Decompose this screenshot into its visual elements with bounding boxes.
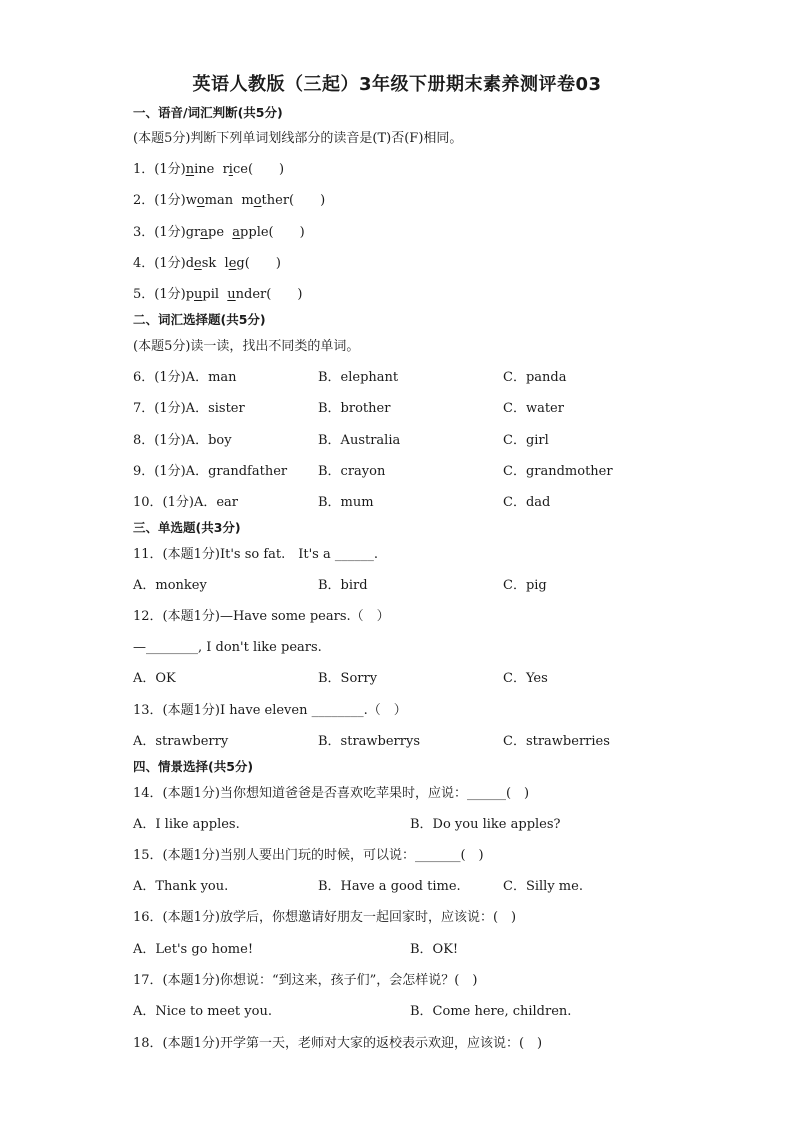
question-13-option-c: C．strawberries: [503, 734, 610, 749]
exam-title: 英语人教版（三起）3年级下册期末素养测评卷03: [192, 74, 602, 95]
underlined-letter: i: [228, 162, 233, 177]
word-part: nder: [235, 287, 267, 302]
underlined-letter: e: [194, 256, 202, 271]
question-17: 17．(本题1分)你想说：“到这来，孩子们”，会怎样说？( ): [133, 973, 478, 988]
question-9-option-c: C．grandmother: [503, 464, 613, 479]
question-17-option-a: A．Nice to meet you.: [133, 1004, 272, 1019]
word-part: m: [241, 193, 254, 208]
question-17-option-b: B．Come here, children.: [410, 1004, 572, 1019]
question-11-option-a: A．monkey: [133, 578, 207, 593]
question-number: 2．(1分): [133, 193, 186, 208]
word-part: pe: [208, 225, 225, 240]
question-number: 1．(1分): [133, 162, 186, 177]
word-part: gr: [185, 225, 201, 240]
option-a: 8．(1分)A．boy: [133, 433, 232, 448]
word-part: ce: [232, 162, 248, 177]
question-13: 13．(本题1分)I have eleven ________.（ ）: [133, 703, 407, 718]
word-part: r: [222, 162, 229, 177]
question-number: 4．(1分): [133, 256, 186, 271]
question-5: [133, 285, 302, 305]
underlined-letter: a: [232, 225, 241, 240]
question-11-option-c: C．pig: [503, 578, 547, 593]
question-8-option-c: C．girl: [503, 433, 549, 448]
question-14-option-b: B．Do you like apples?: [410, 817, 561, 832]
question-1: [133, 160, 284, 180]
question-number: 3．(1分): [133, 225, 186, 240]
word-part: man: [204, 193, 234, 208]
answer-blank: ( ): [247, 162, 285, 177]
underlined-letter: a: [200, 225, 208, 240]
question-2: [133, 191, 325, 211]
option-a: 6．(1分)A．man: [133, 370, 237, 385]
question-7-option-b: B．brother: [318, 401, 391, 416]
option-a: 10．(1分)A．ear: [133, 495, 239, 510]
section-2-instruction: (本题5分)读一读，找出不同类的单词。: [133, 339, 360, 354]
underlined-letter: e: [228, 256, 237, 271]
underlined-letter: n: [185, 162, 195, 177]
question-15: 15．(本题1分)当别人要出门玩的时候，可以说：_______( ): [133, 848, 484, 863]
section-4-heading: 四、情景选择(共5分): [133, 759, 254, 774]
question-15-option-c: C．Silly me.: [503, 879, 583, 894]
question-18: 18．(本题1分)开学第一天，老师对大家的返校表示欢迎，应该说：( ): [133, 1036, 543, 1051]
underlined-letter: u: [194, 287, 203, 302]
answer-blank: ( ): [289, 193, 326, 208]
word-part: w: [185, 193, 197, 208]
word-part: g: [236, 256, 245, 271]
question-12-dialogue: —________, I don't like pears.: [133, 640, 322, 655]
question-16: 16．(本题1分)放学后，你想邀请好朋友一起回家时，应该说：( ): [133, 910, 517, 925]
question-8: [133, 431, 232, 451]
question-6-option-b: B．elephant: [318, 370, 399, 385]
question-7: [133, 399, 245, 419]
question-15-option-a: A．Thank you.: [133, 879, 229, 894]
option-a: 9．(1分)A．grandfather: [133, 464, 288, 479]
question-6: [133, 368, 237, 388]
question-12-option-b: B．Sorry: [318, 671, 378, 686]
question-10-option-c: C．dad: [503, 495, 551, 510]
section-1-instruction: (本题5分)判断下列单词划线部分的读音是(T)否(F)相同。: [133, 131, 463, 146]
question-12-option-c: C．Yes: [503, 671, 548, 686]
word-part: p: [185, 287, 195, 302]
word-part: pil: [202, 287, 220, 302]
word-part: ther: [261, 193, 290, 208]
section-3-heading: 三、单选题(共3分): [133, 520, 241, 535]
option-a: 7．(1分)A．sister: [133, 401, 245, 416]
answer-blank: ( ): [268, 225, 305, 240]
question-16-option-b: B．OK!: [410, 942, 459, 957]
question-15-option-b: B．Have a good time.: [318, 879, 461, 894]
question-6-option-c: C．panda: [503, 370, 567, 385]
underlined-letter: u: [227, 287, 236, 302]
question-13-option-b: B．strawberrys: [318, 734, 421, 749]
answer-blank: ( ): [266, 287, 303, 302]
underlined-letter: o: [253, 193, 262, 208]
question-9: [133, 462, 287, 482]
question-14-option-a: A．I like apples.: [133, 817, 240, 832]
question-14: 14．(本题1分)当你想知道爸爸是否喜欢吃苹果时，应说：______( ): [133, 786, 530, 801]
section-2-heading: 二、词汇选择题(共5分): [133, 312, 266, 327]
question-7-option-c: C．water: [503, 401, 564, 416]
word-part: l: [224, 256, 229, 271]
underlined-letter: o: [196, 193, 205, 208]
question-3: [133, 223, 305, 243]
word-part: d: [185, 256, 195, 271]
word-part: sk: [201, 256, 217, 271]
word-part: ine: [194, 162, 215, 177]
section-1-heading: 一、语音/词汇判断(共5分): [133, 105, 283, 120]
question-4: [133, 254, 281, 274]
question-11-option-b: B．bird: [318, 578, 368, 593]
question-12: 12．(本题1分)—Have some pears.（ ）: [133, 609, 390, 624]
question-16-option-a: A．Let's go home!: [133, 942, 254, 957]
question-13-option-a: A．strawberry: [133, 734, 229, 749]
question-12-option-a: A．OK: [133, 671, 176, 686]
question-10: [133, 493, 238, 513]
question-8-option-b: B．Australia: [318, 433, 401, 448]
question-number: 5．(1分): [133, 287, 186, 302]
question-9-option-b: B．crayon: [318, 464, 386, 479]
answer-blank: ( ): [244, 256, 281, 271]
word-part: pple: [240, 225, 269, 240]
question-11: 11．(本题1分)It's so fat. It's a ______.: [133, 547, 378, 562]
question-10-option-b: B．mum: [318, 495, 374, 510]
